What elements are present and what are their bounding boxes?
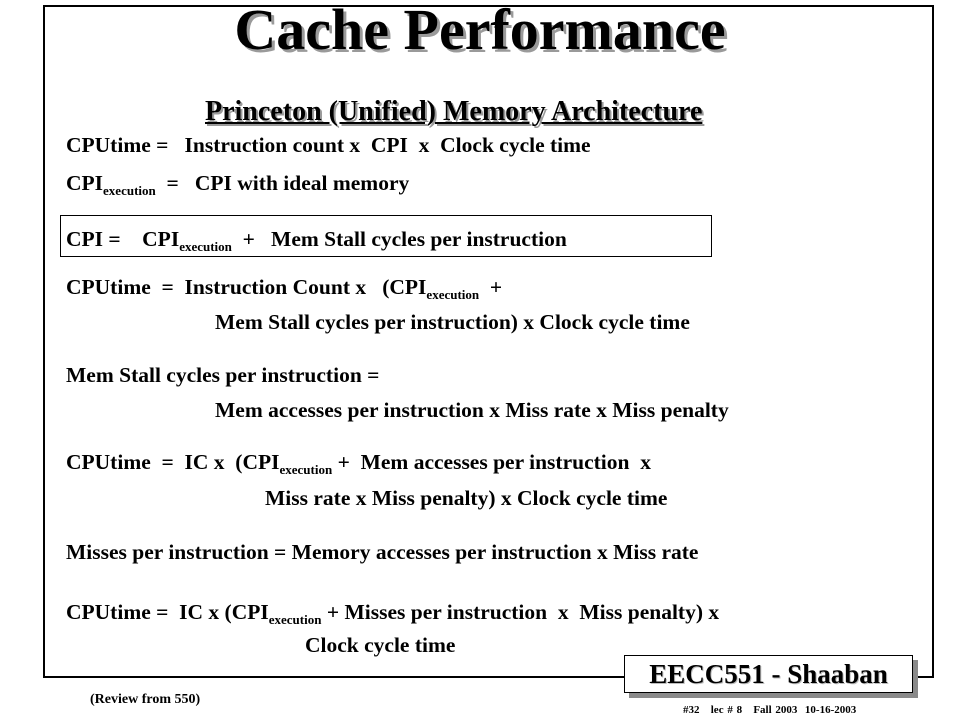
formula-cputime-basic <box>66 132 591 158</box>
formula-misses: Misses per instruction = Memory accesses per instruction x Miss rate <box>66 540 699 564</box>
formula-cputime-4-cont: Clock cycle time <box>305 633 456 657</box>
review-note: (Review from 550) <box>90 692 201 707</box>
formula-cpi-execution <box>66 170 409 204</box>
formula-subscript: execution <box>426 287 480 302</box>
formula-text: CPUtime = IC x (CPI <box>66 600 269 624</box>
formula-memstall: Mem Stall cycles per instruction = <box>66 363 380 387</box>
formula-text: + Mem accesses per instruction x <box>332 450 651 474</box>
formula-cputime-3-cont: Miss rate x Miss penalty) x Clock cycle time <box>265 486 668 510</box>
formula-text: CPUtime = Instruction Count x (CPI <box>66 275 427 299</box>
formula-cputime-3 <box>66 449 651 483</box>
formula-text: + Mem Stall cycles per instruction <box>231 227 567 251</box>
formula-subscript: execution <box>279 462 333 477</box>
formula-text: CPI <box>66 171 104 195</box>
formula-memstall-cont: Mem accesses per instruction x Miss rate x Miss penalty <box>215 398 729 422</box>
slide-title: Cache Performance <box>234 0 726 62</box>
formula-text: CPUtime = IC x (CPI <box>66 450 280 474</box>
formula-subscript: execution <box>103 183 156 198</box>
formula-cputime-4 <box>66 599 719 633</box>
formula-cputime-2 <box>66 274 502 308</box>
formula-text: + Misses per instruction x Miss penalty) x <box>321 600 720 624</box>
formula-cpi <box>66 226 567 260</box>
formula-text: CPI = CPI <box>66 227 180 251</box>
formula-text: + <box>479 275 503 299</box>
formula-cputime-2-cont: Mem Stall cycles per instruction) x Clock cycle time <box>215 310 690 334</box>
slide-subtitle: Princeton (Unified) Memory Architecture <box>205 96 703 127</box>
course-brand-badge: EECC551 - Shaaban <box>624 655 913 693</box>
formula-subscript: execution <box>179 239 232 254</box>
formula-text: = CPI with ideal memory <box>155 171 410 195</box>
formula-subscript: execution <box>268 612 322 627</box>
slide-footer: #32 lec # 8 Fall 2003 10-16-2003 <box>683 704 857 716</box>
formula-text: CPUtime = Instruction count x CPI x Clock cycle time <box>66 133 591 157</box>
